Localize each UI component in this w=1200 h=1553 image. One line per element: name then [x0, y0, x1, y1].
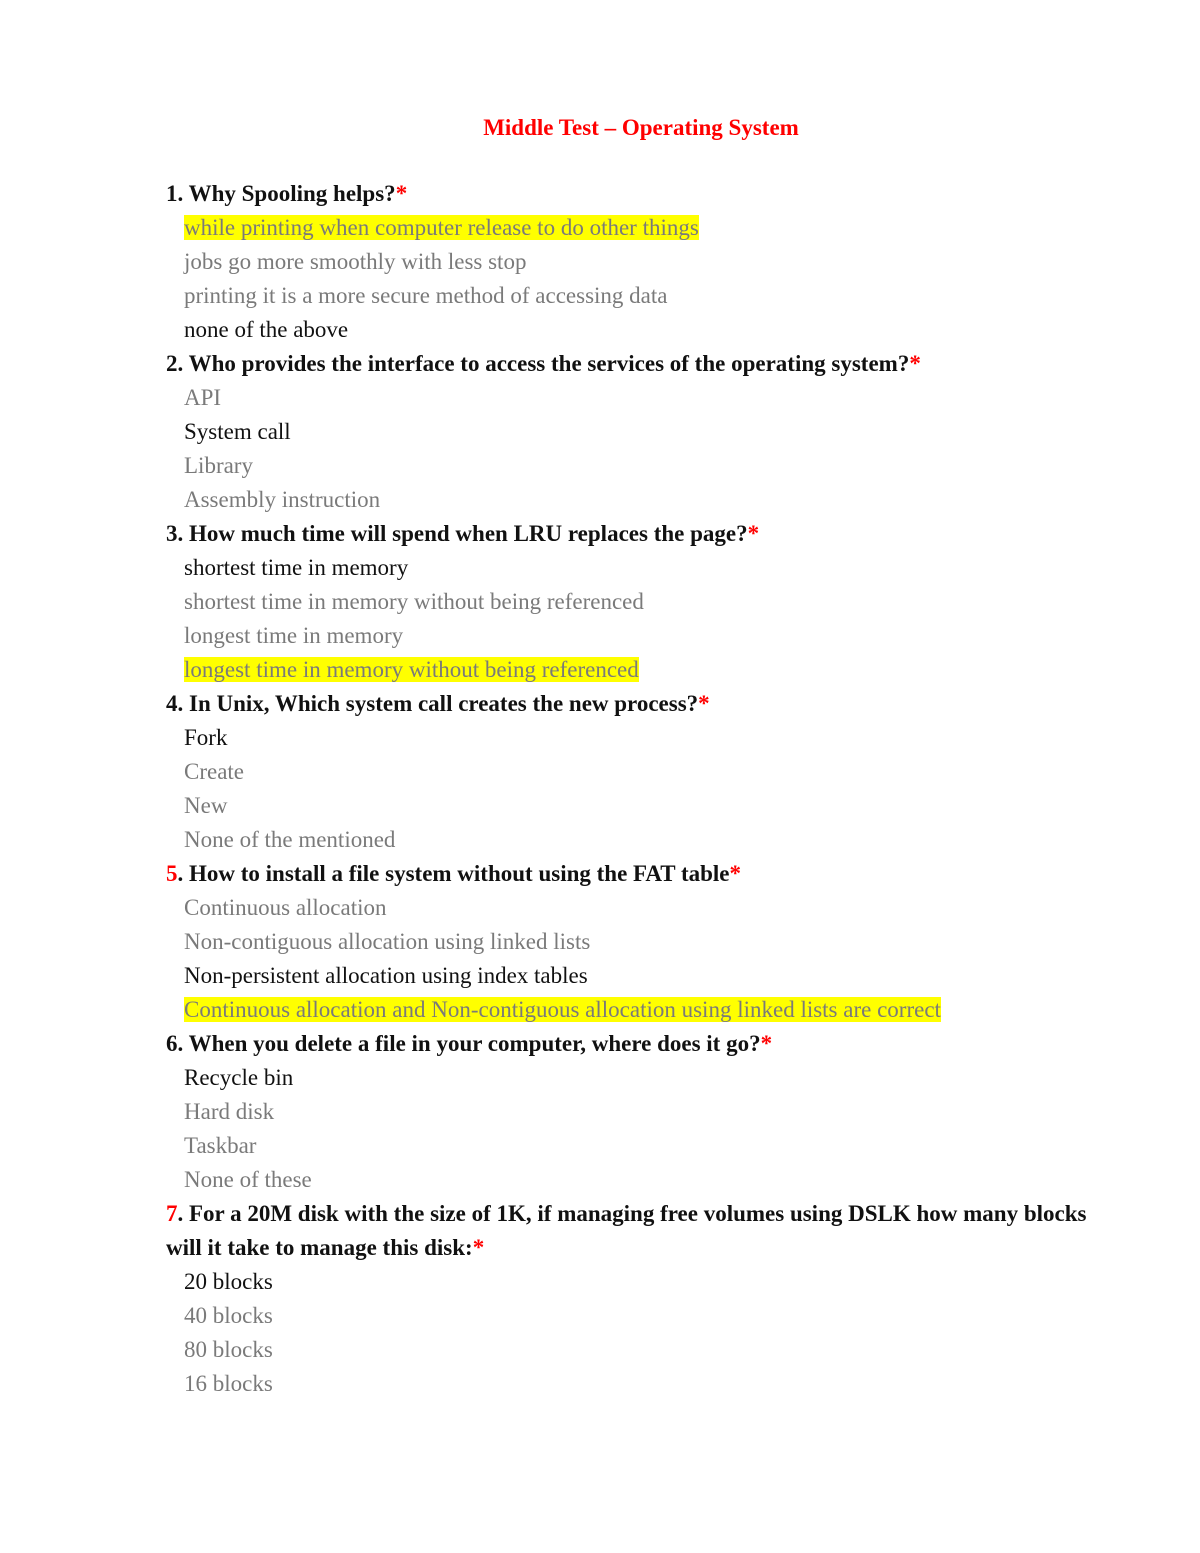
- required-asterisk: *: [729, 861, 742, 886]
- answer-option: [184, 381, 1126, 415]
- question-text: [166, 687, 1126, 721]
- answer-option-text: while printing when computer release to do other things: [184, 215, 699, 240]
- answer-option: [184, 823, 1126, 857]
- answer-option: [184, 721, 1126, 755]
- answer-option: [184, 925, 1126, 959]
- answer-options: [166, 381, 1126, 517]
- question-block: [166, 1197, 1126, 1401]
- answer-options: [166, 1265, 1126, 1401]
- question-block: [166, 347, 1126, 517]
- answer-option-text: shortest time in memory: [184, 555, 409, 580]
- question-number-separator: .: [177, 351, 189, 376]
- question-number: 7: [166, 1201, 178, 1226]
- answer-option: [184, 619, 1126, 653]
- question-block: [166, 857, 1126, 1027]
- answer-option-text: Recycle bin: [184, 1065, 294, 1090]
- answer-option-text: Continuous allocation: [184, 895, 387, 920]
- question-text: [166, 857, 1126, 891]
- answer-option: [184, 1095, 1126, 1129]
- question-number: 5: [166, 861, 178, 886]
- answer-option-text: longest time in memory without being referenced: [184, 657, 639, 682]
- answer-option-text: 80 blocks: [184, 1337, 273, 1362]
- question-label: How much time will spend when LRU replaces the page?: [189, 521, 748, 546]
- required-asterisk: *: [760, 1031, 773, 1056]
- question-number: 2: [166, 351, 178, 376]
- question-label: When you delete a file in your computer, where does it go?: [188, 1031, 761, 1056]
- answer-option-text: 20 blocks: [184, 1269, 273, 1294]
- question-block: [166, 177, 1126, 347]
- answer-option: [184, 755, 1126, 789]
- answer-option-text: Non-persistent allocation using index tables: [184, 963, 588, 988]
- answer-option: [184, 483, 1126, 517]
- question-number: 3: [166, 521, 178, 546]
- question-label: For a 20M disk with the size of 1K, if managing free volumes using DSLK how many blocks will it take to manage this disk:: [166, 1201, 1087, 1260]
- page-title: Middle Test – Operating System: [483, 115, 799, 140]
- answer-option: [184, 1333, 1126, 1367]
- answer-option: [184, 551, 1126, 585]
- answer-option: [184, 279, 1126, 313]
- required-asterisk: *: [698, 691, 710, 716]
- answer-option-text: System call: [184, 419, 291, 444]
- question-text: [166, 347, 1126, 381]
- answer-option-text: Create: [184, 759, 245, 784]
- answer-option-text: shortest time in memory without being referenced: [184, 589, 644, 614]
- question-number: 6: [166, 1031, 178, 1056]
- answer-option: [184, 415, 1126, 449]
- question-number-separator: .: [177, 691, 189, 716]
- answer-option-text: printing it is a more secure method of accessing data: [184, 283, 668, 308]
- answer-options: [166, 551, 1126, 687]
- question-number: 4: [166, 691, 178, 716]
- question-block: [166, 517, 1126, 687]
- question-list: [166, 177, 1126, 1401]
- answer-option-text: Fork: [184, 725, 228, 750]
- answer-options: [166, 1061, 1126, 1197]
- answer-option: [184, 789, 1126, 823]
- answer-option-text: Continuous allocation and Non-contiguous allocation using linked lists are correct: [184, 997, 941, 1022]
- answer-option: [184, 1367, 1126, 1401]
- answer-option: [184, 1061, 1126, 1095]
- question-text: [166, 1197, 1126, 1265]
- answer-options: [166, 721, 1126, 857]
- answer-option-highlighted: [184, 211, 1126, 245]
- answer-option: [184, 449, 1126, 483]
- answer-options: [166, 211, 1126, 347]
- answer-option-text: jobs go more smoothly with less stop: [184, 249, 527, 274]
- required-asterisk: *: [472, 1235, 485, 1260]
- answer-option: [184, 1299, 1126, 1333]
- question-number-separator: .: [177, 1031, 189, 1056]
- answer-option: [184, 1129, 1126, 1163]
- answer-option-text: Taskbar: [184, 1133, 257, 1158]
- required-asterisk: *: [747, 521, 760, 546]
- answer-options: [166, 891, 1126, 1027]
- question-text: [166, 1027, 1126, 1061]
- answer-option: [184, 1265, 1126, 1299]
- question-number-separator: .: [177, 181, 189, 206]
- answer-option-highlighted: [184, 993, 1126, 1027]
- answer-option: [184, 1163, 1126, 1197]
- answer-option-highlighted: [184, 653, 1126, 687]
- required-asterisk: *: [395, 181, 408, 206]
- answer-option: [184, 585, 1126, 619]
- answer-option-text: None of these: [184, 1167, 312, 1192]
- question-number-separator: .: [177, 1201, 189, 1226]
- question-number-separator: .: [177, 521, 189, 546]
- answer-option: [184, 891, 1126, 925]
- answer-option-text: 40 blocks: [184, 1303, 273, 1328]
- question-text: [166, 517, 1126, 551]
- question-label: How to install a file system without using the FAT table: [189, 861, 730, 886]
- answer-option-text: none of the above: [184, 317, 349, 342]
- answer-option: [184, 245, 1126, 279]
- question-label: Who provides the interface to access the services of the operating system?: [188, 351, 910, 376]
- question-block: [166, 1027, 1126, 1197]
- answer-option: [184, 313, 1126, 347]
- question-block: [166, 687, 1126, 857]
- question-label: In Unix, Which system call creates the new process?: [189, 691, 699, 716]
- answer-option-text: longest time in memory: [184, 623, 404, 648]
- answer-option-text: Non-contiguous allocation using linked lists: [184, 929, 591, 954]
- answer-option: [184, 959, 1126, 993]
- answer-option-text: 16 blocks: [184, 1371, 273, 1396]
- question-number: 1: [166, 181, 178, 206]
- question-number-separator: .: [177, 861, 189, 886]
- answer-option-text: Library: [184, 453, 253, 478]
- answer-option-text: Hard disk: [184, 1099, 275, 1124]
- question-text: [166, 177, 1126, 211]
- answer-option-text: API: [184, 385, 222, 410]
- required-asterisk: *: [909, 351, 921, 376]
- answer-option-text: New: [184, 793, 228, 818]
- answer-option-text: Assembly instruction: [184, 487, 381, 512]
- answer-option-text: None of the mentioned: [184, 827, 396, 852]
- question-label: Why Spooling helps?: [188, 181, 396, 206]
